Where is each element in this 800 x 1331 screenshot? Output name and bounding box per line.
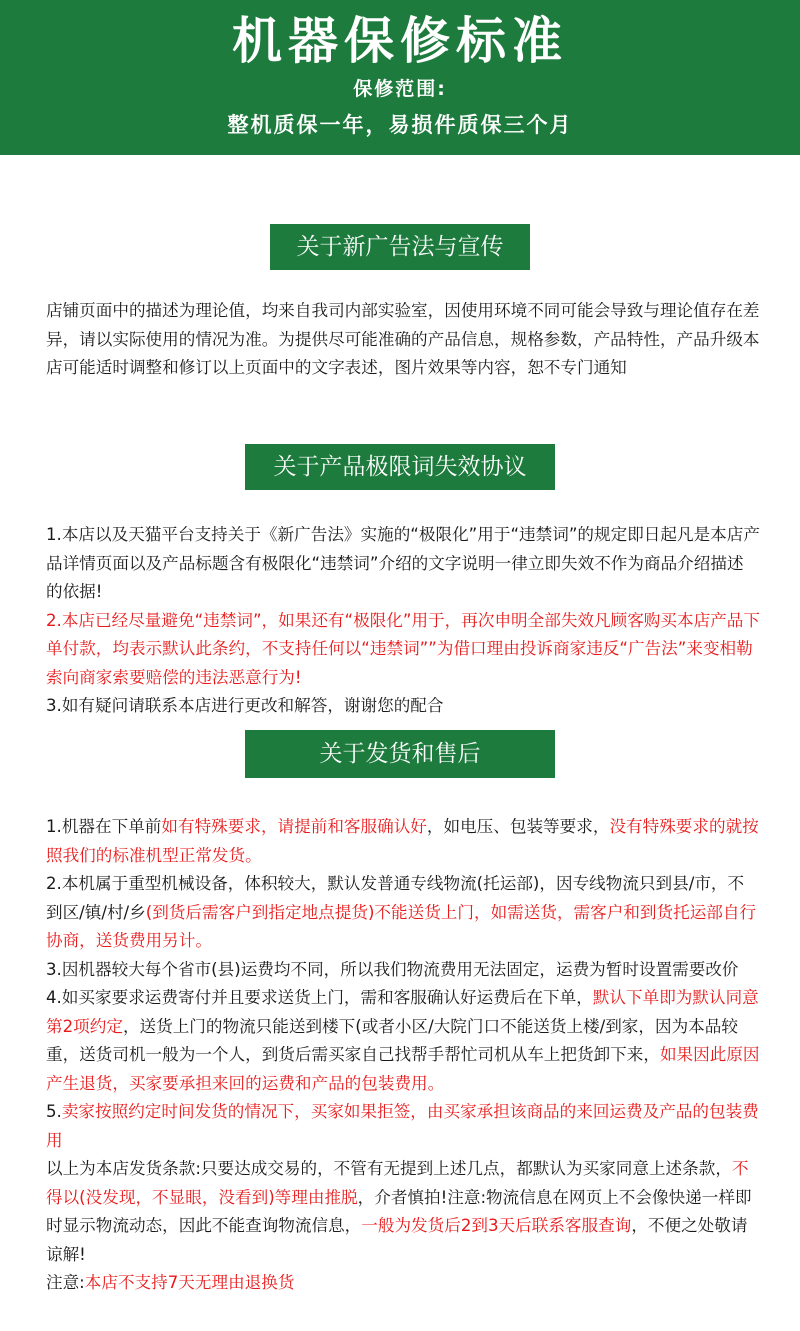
shipping-clause-3 [46, 956, 760, 985]
advertising-law-paragraph [46, 297, 760, 383]
clause-2-warning [46, 607, 760, 693]
shipping-clause-2 [46, 870, 760, 956]
text-run-red: 卖家按照约定时间发货的情况下，买家如果拒签，由买家承担该商品的来回运费及产品的包装费用 [46, 1102, 759, 1150]
text-run: ，如电压、包装等要求， [426, 817, 610, 836]
text-run: 2.本店已经尽量避免“违禁词”，如果还有“极限化”用于，再次申明全部失效凡顾客购买本店产品下单付款，均表示默认此条约，不支持任何以“违禁词””为借口理由投诉商家违反“广告法”来变相勒索向商家索要赔偿的违法恶意行为! [46, 610, 760, 687]
shipping-clause-5 [46, 1098, 760, 1155]
clause-1 [46, 521, 760, 607]
text-run: ，不便之处敬请谅解! [46, 1216, 748, 1264]
section-title-extreme-words-agreement: 关于产品极限词失效协议 [245, 444, 555, 490]
text-run-red: (到货后需客户到指定地点提货)不能送货上门，如需送货，需客户和到货托运部自行协商，送货费用另计。 [46, 902, 757, 950]
text-run: 1.本店以及天猫平台支持关于《新广告法》实施的“极限化”用于“违禁词”的规定即日起凡是本店产品详情页面以及产品标题含有极限化“违禁词”介绍的文字说明一律立即失效不作为商品介绍描述的依据! [46, 525, 760, 601]
text-run: 1.机器在下单前 [46, 817, 162, 836]
shipping-clause-4 [46, 984, 760, 1098]
shipping-terms-summary [46, 1155, 760, 1269]
warranty-header-banner [0, 0, 800, 155]
text-run: ，介者慎拍!注意:物流信息在网页上不会像快递一样即时显示物流动态，因此不能查询物流信息， [46, 1187, 752, 1235]
shipping-clause-1 [46, 813, 760, 870]
text-run: 店铺页面中的描述为理论值，均来自我司内部实验室，因使用环境不同可能会导致与理论值存在差异，请以实际使用的情况为准。为提供尽可能准确的产品信息，规格参数，产品特性，产品升级本店可能适时调整和修订以上页面中的文字表述，图片效果等内容，恕不专门通知 [46, 301, 760, 377]
text-run-red: 默认下单即为默认同意第2项约定 [46, 988, 759, 1036]
text-run: 5. [46, 1102, 62, 1121]
shipping-paragraphs [46, 813, 760, 1298]
clause-3 [46, 692, 760, 721]
warranty-scope-label: 保修范围: [353, 78, 447, 100]
text-run-red: 没有特殊要求的就按照我们的标准机型正常发货。 [46, 817, 759, 865]
text-run: ，送货上门的物流只能送到楼下(或者小区/大院门口不能送货上楼/到家，因为本品较重，送货司机一般为一个人，到货后需买家自己找帮手帮忙司机从车上把货卸下来， [46, 1016, 738, 1064]
section-title-shipping-after-sales: 关于发货和售后 [245, 730, 555, 778]
extreme-words-paragraphs [46, 521, 760, 721]
text-run: 注意: [46, 1273, 85, 1292]
text-run-red: 如果因此原因产生退货，买家要承担来回的运费和产品的包装费用。 [46, 1045, 760, 1093]
text-run: 3.因机器较大每个省市(县)运费均不同，所以我们物流费用无法固定，运费为暂时设置需要改价 [46, 959, 739, 979]
text-run-red: 一般为发货后2到3天后联系客服查询 [361, 1216, 632, 1235]
text-run-red: 本店不支持7天无理由退换货 [84, 1273, 295, 1292]
text-run: 3.如有疑问请联系本店进行更改和解答，谢谢您的配合 [46, 696, 444, 715]
text-run-red: 不得以(没发现，不显眼，没看到)等理由推脱 [46, 1159, 749, 1207]
no-return-notice [46, 1269, 760, 1298]
page-title: 机器保修标准 [232, 12, 568, 70]
text-run: 4.如买家要求运费寄付并且要求送货上门，需和客服确认好运费后在下单， [46, 988, 593, 1007]
section-title-advertising-law: 关于新广告法与宣传 [270, 224, 530, 270]
text-run: 2.本机属于重型机械设备，体积较大，默认发普通专线物流(托运部)，因专线物流只到县/市，不到区/镇/村/乡 [46, 874, 745, 922]
warranty-scope-text: 整机质保一年，易损件质保三个月 [227, 113, 573, 137]
text-run-red: 如有特殊要求，请提前和客服确认好 [161, 817, 427, 836]
text-run: 以上为本店发货条款:只要达成交易的，不管有无提到上述几点，都默认为买家同意上述条款， [46, 1159, 732, 1178]
